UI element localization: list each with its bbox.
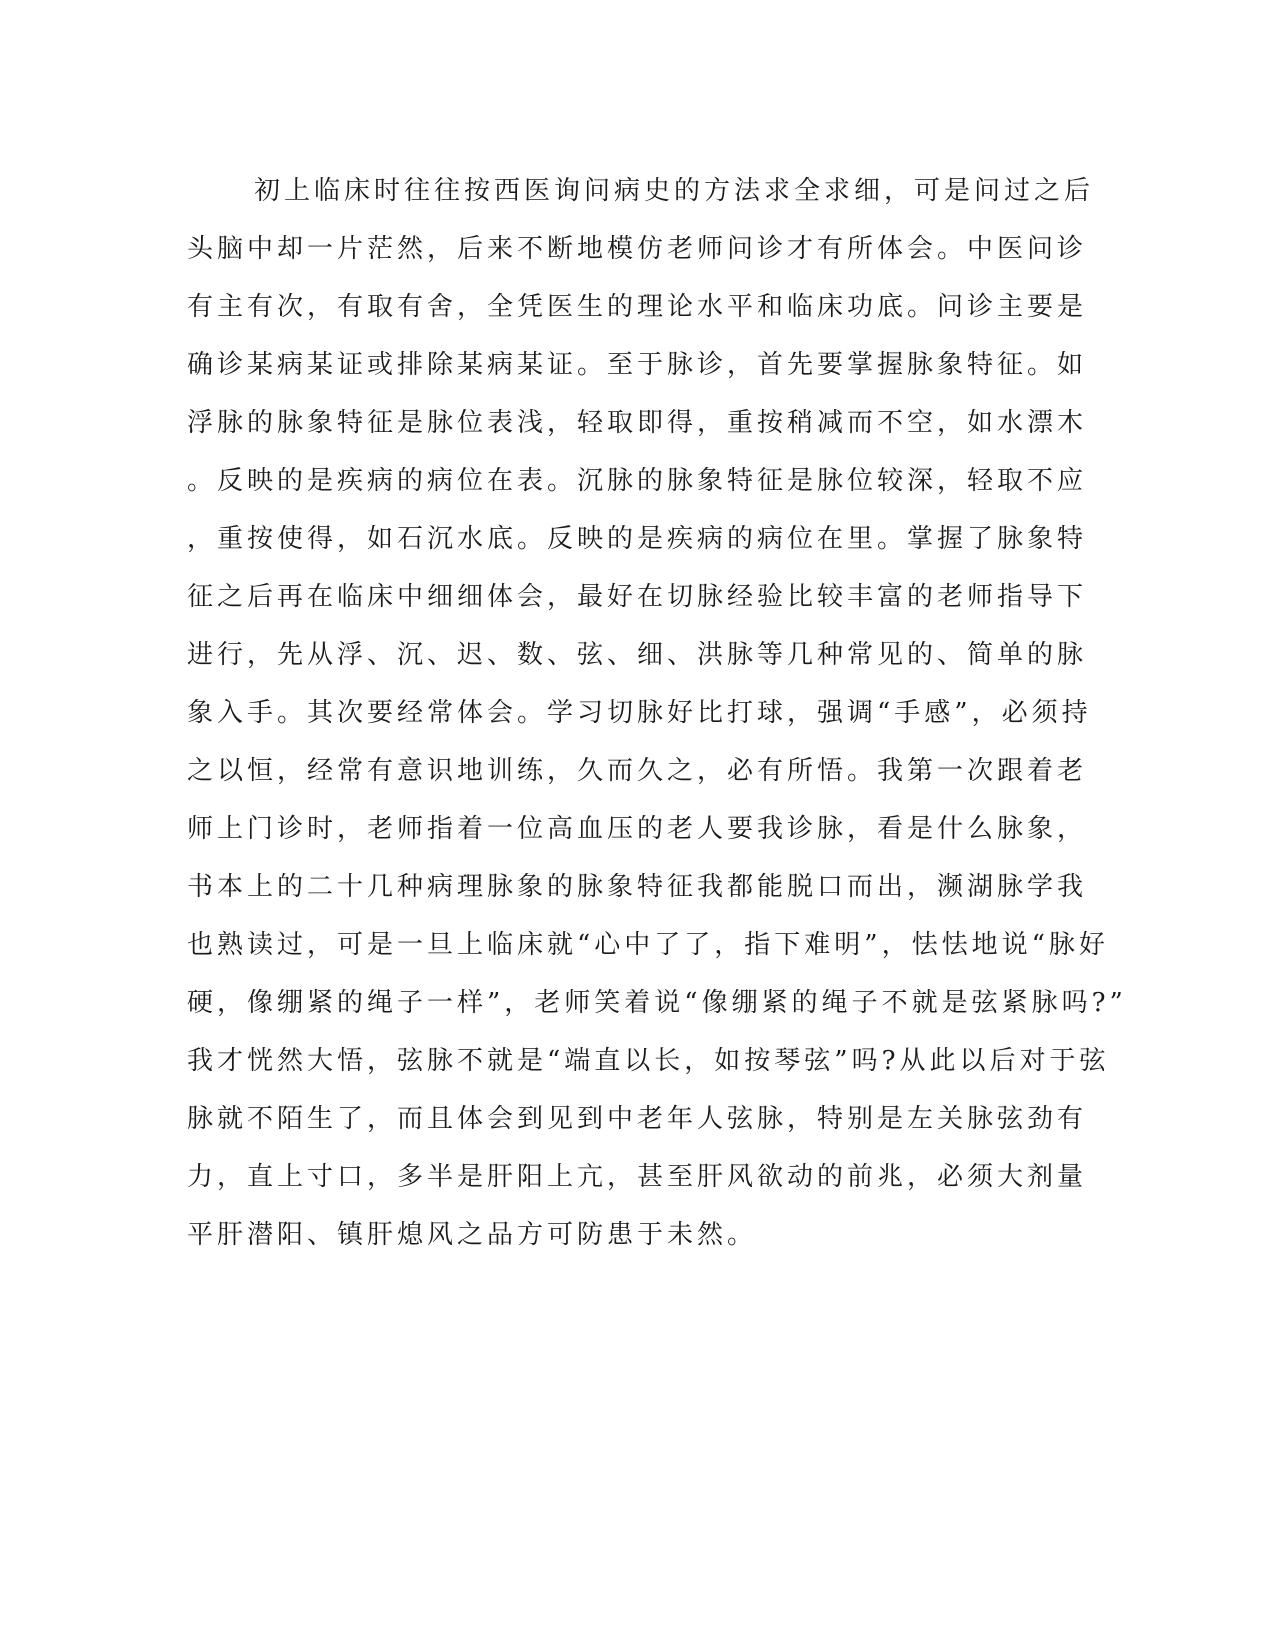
paragraph-line: 。反映的是疾病的病位在表。沉脉的脉象特征是脉位较深，轻取不应 xyxy=(187,466,1088,496)
paragraph-line: 有主有次，有取有舍，全凭医生的理论水平和临床功底。问诊主要是 xyxy=(187,292,1088,322)
paragraph-line: 平肝潜阳、镇肝熄风之品方可防患于未然。 xyxy=(187,1220,758,1250)
paragraph-line: 硬，像绷紧的绳子一样”，老师笑着说“像绷紧的绳子不就是弦紧脉吗?” xyxy=(187,988,1127,1018)
paragraph-line: 进行，先从浮、沉、迟、数、弦、细、洪脉等几种常见的、简单的脉 xyxy=(187,640,1088,670)
paragraph-line: 脉就不陌生了，而且体会到见到中老年人弦脉，特别是左关脉弦劲有 xyxy=(187,1104,1088,1134)
paragraph-line: 也熟读过，可是一旦上临床就“心中了了，指下难明”，怯怯地说“脉好 xyxy=(187,930,1109,960)
paragraph-line: 力，直上寸口，多半是肝阳上亢，甚至肝风欲动的前兆，必须大剂量 xyxy=(187,1162,1088,1192)
paragraph-line: 确诊某病某证或排除某病某证。至于脉诊，首先要掌握脉象特征。如 xyxy=(187,350,1088,380)
paragraph-line: 头脑中却一片茫然，后来不断地模仿老师问诊才有所体会。中医问诊 xyxy=(187,234,1088,264)
paragraph-line: 初上临床时往往按西医询问病史的方法求全求细，可是问过之后 xyxy=(254,176,1095,206)
paragraph-line: 征之后再在临床中细细体会，最好在切脉经验比较丰富的老师指导下 xyxy=(187,582,1088,612)
paragraph-line: 之以恒，经常有意识地训练，久而久之，必有所悟。我第一次跟着老 xyxy=(187,756,1088,786)
body-paragraph xyxy=(187,162,1127,1264)
paragraph-line: 书本上的二十几种病理脉象的脉象特征我都能脱口而出，濒湖脉学我 xyxy=(187,872,1088,902)
paragraph-line: 我才恍然大悟，弦脉不就是“端直以长，如按琴弦”吗?从此以后对于弦 xyxy=(187,1046,1110,1076)
paragraph-line: 浮脉的脉象特征是脉位表浅，轻取即得，重按稍减而不空，如水漂木 xyxy=(187,408,1088,438)
paragraph-line: 师上门诊时，老师指着一位高血压的老人要我诊脉，看是什么脉象， xyxy=(187,814,1088,844)
paragraph-line: 象入手。其次要经常体会。学习切脉好比打球，强调“手感”，必须持 xyxy=(187,698,1092,728)
paragraph-line: ，重按使得，如石沉水底。反映的是疾病的病位在里。掌握了脉象特 xyxy=(187,524,1088,554)
